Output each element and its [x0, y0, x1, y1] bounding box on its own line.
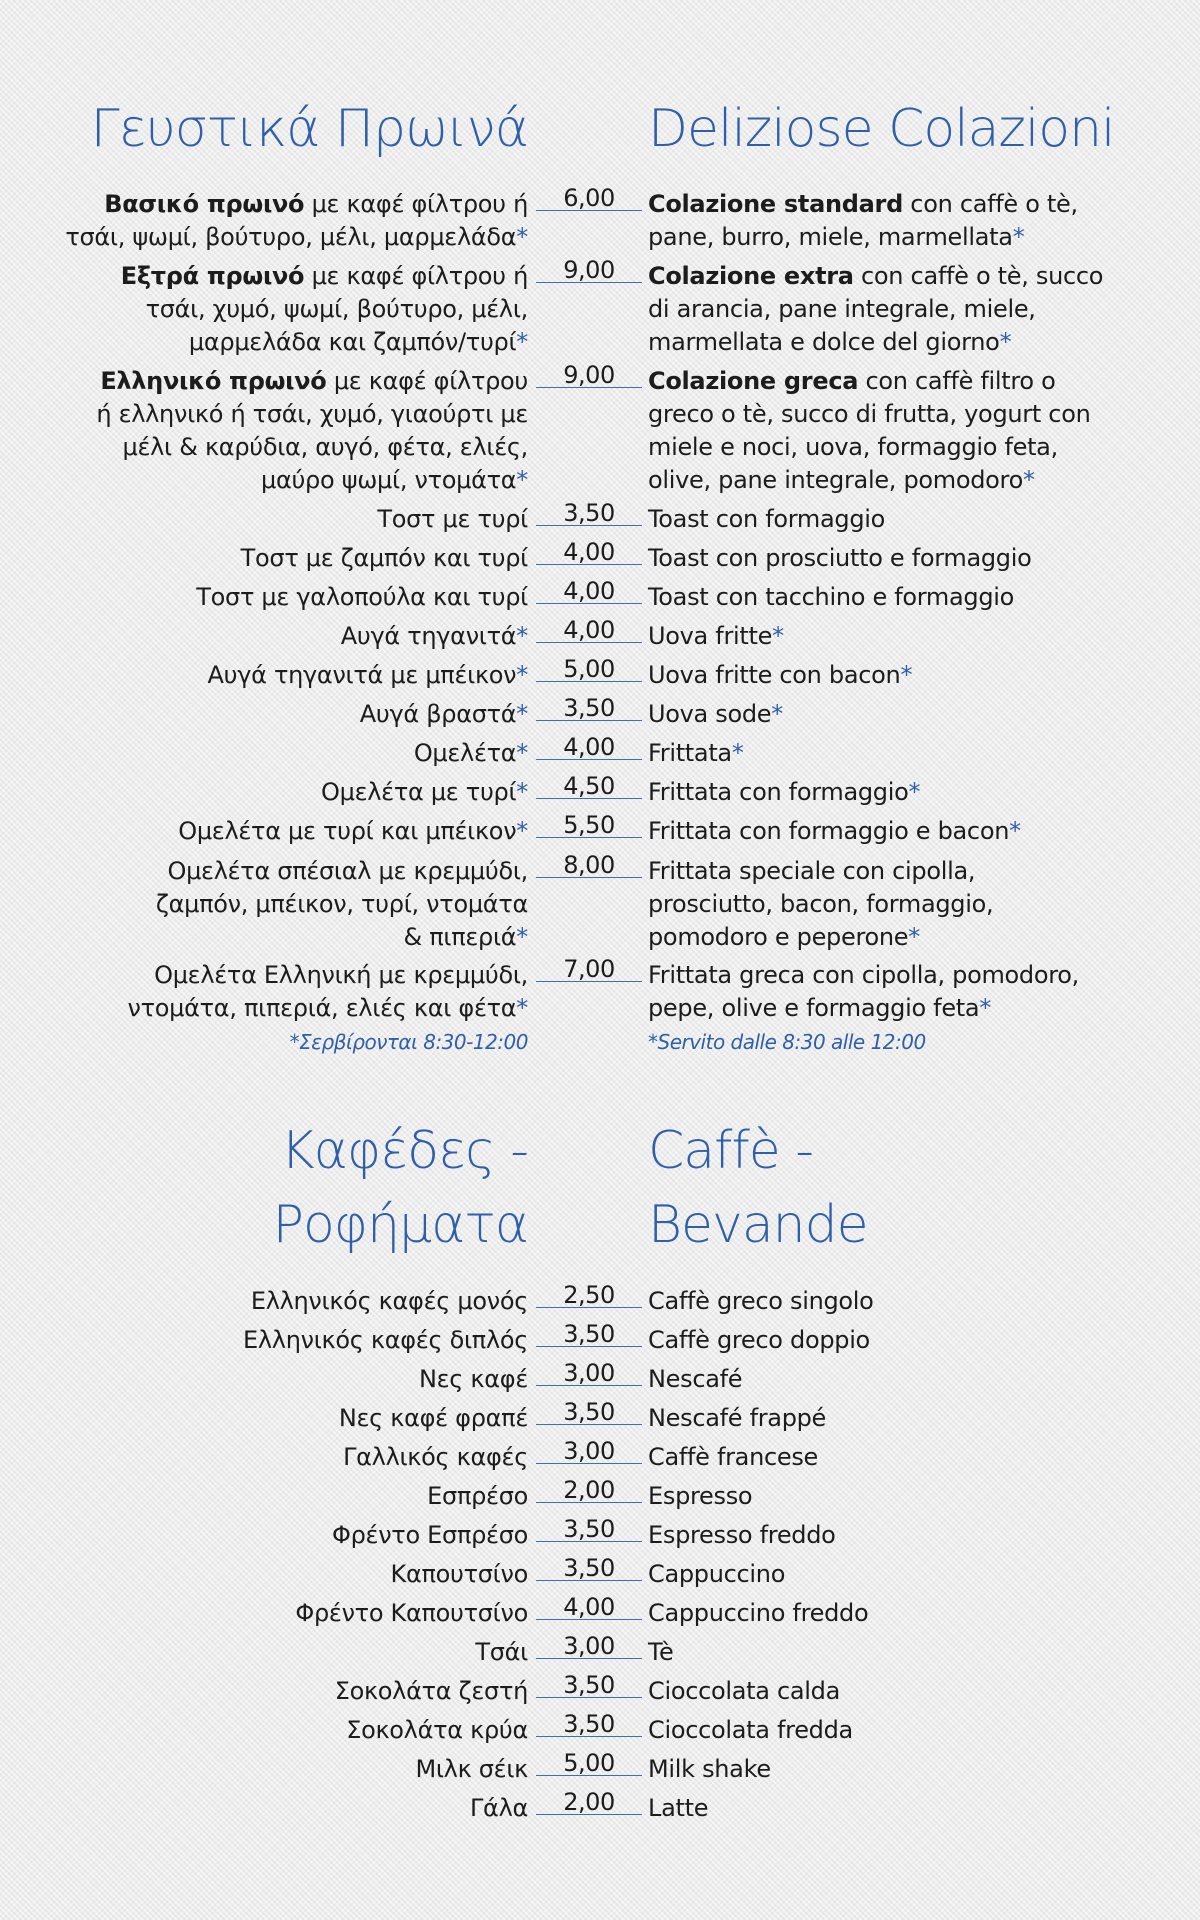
item-italian: Colazione greca con caffè filtro o greco o tè, succo di frutta, yogurt con miele e noci, uova, formaggio feta, olive, pane integrale, pomodoro* — [648, 367, 1091, 494]
serving-hours-note-greek: *Σερβίρονται 8:30-12:00 — [289, 1030, 528, 1054]
item-greek: Ομελέτα* — [413, 739, 528, 767]
item-greek: Εσπρέσο — [427, 1482, 528, 1510]
price: 3,50 — [536, 503, 642, 526]
price: 5,00 — [536, 659, 642, 682]
item-italian: Toast con tacchino e formaggio — [648, 583, 1015, 611]
item-italian: Espresso freddo — [648, 1521, 836, 1549]
price: 2,00 — [536, 1792, 642, 1815]
item-italian: Nescafé frappé — [648, 1404, 827, 1432]
price: 4,00 — [536, 581, 642, 604]
price: 9,00 — [536, 260, 642, 283]
item-italian: Caffè greco doppio — [648, 1326, 870, 1354]
price: 3,50 — [536, 1714, 642, 1737]
price: 3,50 — [536, 1402, 642, 1425]
item-greek: Ελληνικός καφές διπλός — [243, 1326, 528, 1354]
price: 4,00 — [536, 737, 642, 760]
item-italian: Uova fritte con bacon* — [648, 661, 913, 689]
item-italian: Frittata con formaggio e bacon* — [648, 817, 1021, 845]
price: 8,00 — [536, 855, 642, 878]
item-italian: Toast con prosciutto e formaggio — [648, 544, 1032, 572]
price: 7,00 — [536, 959, 642, 982]
item-greek: Φρέντο Εσπρέσο — [332, 1521, 528, 1549]
item-greek: Μιλκ σέικ — [415, 1755, 528, 1783]
item-italian: Latte — [648, 1794, 709, 1822]
item-italian: Frittata greca con cipolla, pomodoro, pepe, olive e formaggio feta* — [648, 961, 1079, 1022]
price: 2,50 — [536, 1285, 642, 1308]
coffee-title-italian: Caffè - Bevande — [648, 1121, 868, 1255]
item-greek: Τσάι — [475, 1638, 528, 1666]
price: 3,50 — [536, 1675, 642, 1698]
item-greek: Καπουτσίνο — [390, 1560, 528, 1588]
item-italian: Cappuccino freddo — [648, 1599, 869, 1627]
item-greek: Βασικό πρωινό με καφέ φίλτρου ή τσάι, ψωμί, βούτυρο, μέλι, μαρμελάδα* — [65, 190, 528, 251]
item-italian: Uova fritte* — [648, 622, 784, 650]
price: 4,00 — [536, 1597, 642, 1620]
item-greek: Ομελέτα με τυρί και μπέικον* — [178, 817, 528, 845]
item-italian: Cioccolata fredda — [648, 1716, 853, 1744]
price: 2,00 — [536, 1480, 642, 1503]
item-italian: Frittata con formaggio* — [648, 778, 921, 806]
item-italian: Milk shake — [648, 1755, 771, 1783]
item-italian: Cioccolata calda — [648, 1677, 841, 1705]
item-greek: Ελληνικό πρωινό με καφέ φίλτρου ή ελληνικό ή τσάι, χυμό, γιαούρτι με μέλι & καρύδια, αυγό, φέτα, ελιές, μαύρο ψωμί, ντομάτα* — [96, 367, 528, 494]
item-greek: Τοστ με ζαμπόν και τυρί — [240, 544, 528, 572]
item-italian: Caffè francese — [648, 1443, 819, 1471]
price: 3,00 — [536, 1363, 642, 1386]
item-italian: Colazione extra con caffè o tè, succo di arancia, pane integrale, miele, marmellata e dolce del giorno* — [648, 262, 1104, 356]
price: 3,00 — [536, 1441, 642, 1464]
breakfast-title-greek: Γευστικά Πρωινά — [90, 99, 528, 159]
item-italian: Nescafé — [648, 1365, 743, 1393]
item-greek: Γαλλικός καφές — [343, 1443, 528, 1471]
price: 4,00 — [536, 620, 642, 643]
item-greek: Τοστ με γαλοπούλα και τυρί — [196, 583, 528, 611]
item-greek: Νες καφέ φραπέ — [338, 1404, 528, 1432]
item-greek: Αυγά τηγανιτά με μπέικον* — [207, 661, 528, 689]
item-italian: Uova sode* — [648, 700, 783, 728]
item-greek: Σοκολάτα ζεστή — [334, 1677, 528, 1705]
price: 5,50 — [536, 815, 642, 838]
price: 3,50 — [536, 1558, 642, 1581]
price: 4,00 — [536, 542, 642, 565]
item-italian: Colazione standard con caffè o tè, pane, burro, miele, marmellata* — [648, 190, 1078, 251]
price: 3,50 — [536, 1519, 642, 1542]
price: 4,50 — [536, 776, 642, 799]
item-greek: Φρέντο Καπουτσίνο — [295, 1599, 528, 1627]
item-greek: Αυγά βραστά* — [359, 700, 528, 728]
item-greek: Ομελέτα Ελληνική με κρεμμύδι, ντομάτα, πιπεριά, ελιές και φέτα* — [127, 961, 528, 1022]
price: 3,50 — [536, 1324, 642, 1347]
item-italian: Caffè greco singolo — [648, 1287, 874, 1315]
item-greek: Αυγά τηγανιτά* — [340, 622, 528, 650]
price: 3,00 — [536, 1636, 642, 1659]
item-greek: Εξτρά πρωινό με καφέ φίλτρου ή τσάι, χυμό, ψωμί, βούτυρο, μέλι, μαρμελάδα και ζαμπόν/τυρί* — [120, 262, 528, 356]
item-italian: Cappuccino — [648, 1560, 786, 1588]
item-greek: Ελληνικός καφές μονός — [250, 1287, 528, 1315]
item-italian: Toast con formaggio — [648, 505, 886, 533]
price: 3,50 — [536, 698, 642, 721]
price: 6,00 — [536, 188, 642, 211]
breakfast-title-italian: Deliziose Colazioni — [648, 99, 1115, 159]
price: 5,00 — [536, 1753, 642, 1776]
item-greek: Ομελέτα σπέσιαλ με κρεμμύδι, ζαμπόν, μπέικον, τυρί, ντομάτα & πιπεριά* — [155, 857, 528, 951]
item-greek: Σοκολάτα κρύα — [346, 1716, 528, 1744]
price: 9,00 — [536, 365, 642, 388]
item-greek: Νες καφέ — [418, 1365, 528, 1393]
item-greek: Τοστ με τυρί — [377, 505, 528, 533]
item-italian: Frittata speciale con cipolla, prosciutto, bacon, formaggio, pomodoro e peperone* — [648, 857, 994, 951]
item-greek: Γάλα — [469, 1794, 528, 1822]
item-italian: Frittata* — [648, 739, 744, 767]
serving-hours-note-italian: *Servito dalle 8:30 alle 12:00 — [648, 1030, 926, 1054]
item-italian: Tè — [648, 1638, 674, 1666]
coffee-title-greek: Καφέδες - Ροφήματα — [272, 1121, 528, 1255]
item-italian: Espresso — [648, 1482, 753, 1510]
item-greek: Ομελέτα με τυρί* — [321, 778, 528, 806]
